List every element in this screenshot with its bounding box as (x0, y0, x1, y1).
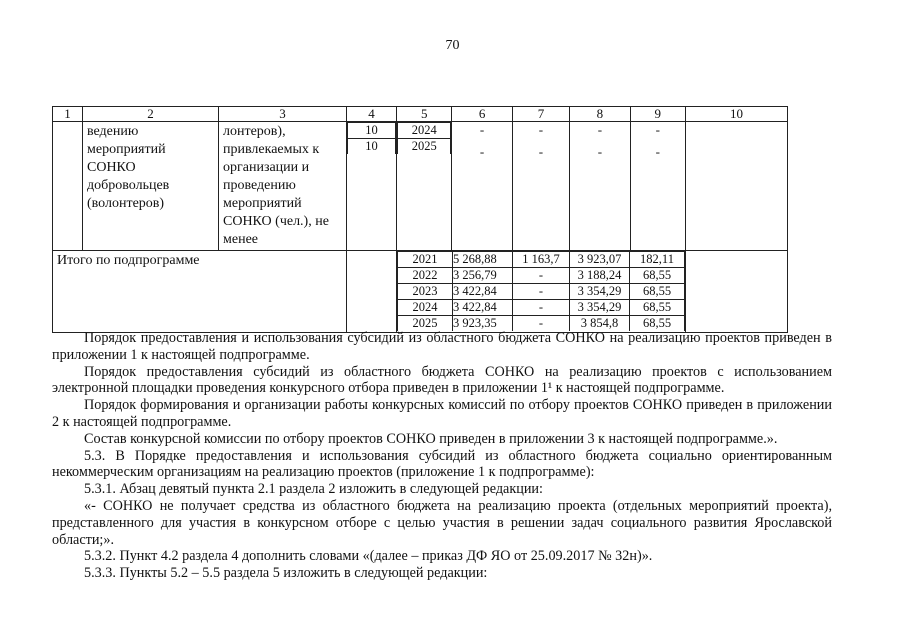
header-cell: 1 (53, 107, 83, 122)
header-cell: 10 (686, 107, 788, 122)
value-cell: - (597, 122, 603, 137)
value-cell: - (538, 122, 544, 137)
year-cell: 2024 (398, 123, 451, 139)
value-cell: 3 422,84 (453, 284, 513, 300)
value-cell: - (538, 144, 544, 159)
value-cell: 68,55 (630, 300, 685, 316)
paragraph: Порядок предоставления и использования субсидий из областного бюджета СОНКО на реализацию проектов приведен в приложении 1 к настоящей подпрограмме. (52, 330, 832, 363)
paragraph: Состав конкурсной комиссии по отбору проектов СОНКО приведен в приложении 3 к настоящей подпрограмме.». (84, 430, 778, 447)
table-cell (686, 122, 788, 251)
table-cell (452, 122, 512, 251)
table-cell (219, 122, 347, 251)
table-row (53, 122, 788, 251)
total-year-row (398, 252, 685, 268)
row-description: ведению мероприятий СОНКО добровольцев (волонтеров) (87, 124, 170, 211)
document-body (52, 330, 832, 582)
table-cell (686, 251, 788, 333)
value-cell: 182,11 (630, 252, 685, 268)
value-cell: - (513, 316, 570, 332)
header-cell: 6 (452, 107, 512, 122)
value-cell: 10 (348, 139, 396, 155)
total-label: Итого по подпрограмме (57, 253, 200, 268)
value-cell: - (513, 300, 570, 316)
value-cell: - (479, 144, 485, 159)
year-cell: 2025 (398, 316, 453, 332)
year-cell: 2021 (398, 252, 453, 268)
value-cell: - (479, 122, 485, 137)
year-cell: 2025 (398, 139, 451, 155)
year-cell: 2023 (398, 284, 453, 300)
total-values-cell (397, 251, 686, 333)
total-year-row (398, 300, 685, 316)
value-cell: 10 (348, 123, 396, 139)
table-cell (347, 251, 397, 333)
value-cell: 3 354,29 (570, 284, 630, 300)
paragraph: 5.3.1. Абзац девятый пункта 2.1 раздела 2 изложить в следующей редакции: (84, 481, 543, 498)
paragraph: Порядок формирования и организации работы конкурсных комиссий по отбору проектов СОНКО приведен в приложении 2 к настоящей подпрограмме. (52, 397, 832, 430)
value-cell: 68,55 (630, 316, 685, 332)
value-cell: 68,55 (630, 268, 685, 284)
header-cell: 2 (83, 107, 219, 122)
value-cell: 68,55 (630, 284, 685, 300)
header-cell: 4 (347, 107, 397, 122)
paragraph: 5.3. В Порядке предоставления и использования субсидий из областного бюджета социально ориентированным некоммерческим организациям на реализацию проектов (приложение 1 к подпрограмме): (52, 447, 832, 481)
value-cell: 1 163,7 (513, 252, 570, 268)
total-year-row (398, 316, 685, 332)
page-number: 70 (445, 38, 460, 53)
row-indicator: лонтеров), привлекаемых к организации и проведению мероприятий СОНКО (чел.), не менее (223, 124, 329, 247)
total-year-row (398, 268, 685, 284)
value-cell: - (597, 144, 603, 159)
total-label-cell (53, 251, 347, 333)
header-cell: 3 (219, 107, 347, 122)
value-cell: 3 923,35 (453, 316, 513, 332)
value-cell: 3 354,29 (570, 300, 630, 316)
total-year-row (398, 284, 685, 300)
value-cell: 5 268,88 (453, 252, 513, 268)
value-cell: - (655, 144, 660, 159)
header-cell: 8 (570, 107, 630, 122)
value-cell: 3 854,8 (570, 316, 630, 332)
paragraph: 5.3.3. Пункты 5.2 – 5.5 раздела 5 изложить в следующей редакции: (84, 565, 488, 582)
header-cell: 7 (512, 107, 569, 122)
subprogram-table (52, 106, 788, 333)
value-cell: - (513, 284, 570, 300)
table-cell (83, 122, 219, 251)
value-cell: 3 256,79 (453, 268, 513, 284)
table-total-row (53, 251, 788, 333)
paragraph: 5.3.2. Пункт 4.2 раздела 4 дополнить словами «(далее – приказ ДФ ЯО от 25.09.2017 № 32н)». (84, 548, 653, 565)
value-cell: 3 422,84 (453, 300, 513, 316)
value-cell: - (655, 122, 660, 137)
table-cell (347, 122, 397, 251)
table-cell (570, 122, 630, 251)
value-cell: - (513, 268, 570, 284)
value-cell: 3 188,24 (570, 268, 630, 284)
table-header-row (53, 107, 788, 122)
paragraph: Порядок предоставления субсидий из областного бюджета СОНКО на реализацию проектов с использованием электронной площадки проведения конкурсного отбора приведен в приложении 1¹ к настоящей подпрограмме. (52, 363, 832, 397)
year-cell: 2022 (398, 268, 453, 284)
table-cell (630, 122, 685, 251)
table-cell (53, 122, 83, 251)
header-cell: 5 (397, 107, 452, 122)
table-cell (512, 122, 569, 251)
value-cell: 3 923,07 (570, 252, 630, 268)
table-cell (397, 122, 452, 251)
header-cell: 9 (630, 107, 685, 122)
paragraph: «- СОНКО не получает средства из областного бюджета на реализацию проекта (отдельных мероприятий проекта), представленного для участия в конкурсном отборе с целью участия в решении задач социального развития Ярославской области;». (52, 497, 832, 548)
year-cell: 2024 (398, 300, 453, 316)
